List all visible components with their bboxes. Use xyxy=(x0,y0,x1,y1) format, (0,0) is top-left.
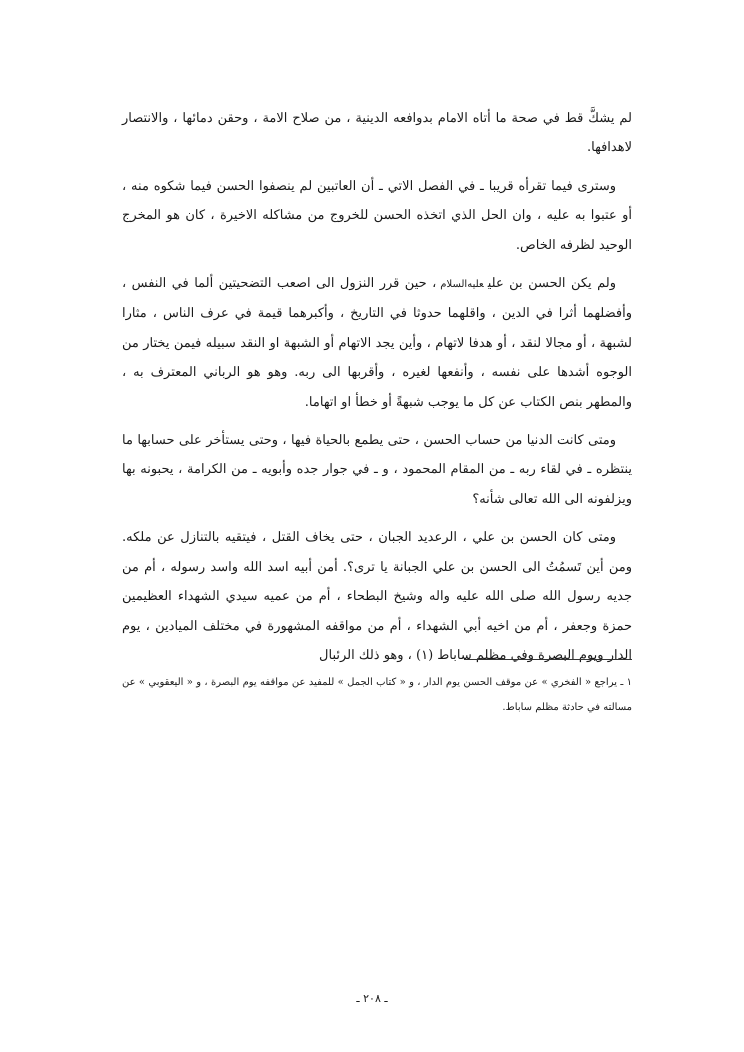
footnote-1: ١ ـ يراجع « الفخري » عن موقف الحسن يوم الدار ، و « كتاب الجمل » للمفيد عن مواقفه يوم البصرة ، و « اليعقوبي » عن مسالته في حادثة مظلم ساباط. xyxy=(122,677,632,713)
footnote-separator xyxy=(464,659,632,660)
paragraph-1: لم يشكَّ قط في صحة ما أتاه الامام بدوافعه الدينية ، من صلاح الامة ، وحقن دمائها ، والانتصار لاهدافها. xyxy=(122,111,632,156)
paragraph-3-rest: ، حين قرر النزول الى اصعب التضحيتين ألما في النفس ، وأفضلهما أثرا في الدين ، واقلهما حدوثا في التاريخ ، وأكبرهما قيمة في عرف الناس ، مثارا لشبهة ، أو مجالا لنقد ، أو هدفا لاتهام ، وأين يجد الاتهام أو الشبهة او النقد سبيله فيمن يختار من الوجوه أشدها على نفسه ، وأنفعها لغيره ، وأقربها الى ربه. وهو هو الرباني المعترف به ، والمطهر بنص الكتاب عن كل ما يوجب شبهةً أو خطأ او اتهاما. xyxy=(122,276,632,410)
paragraph-3 xyxy=(122,269,632,417)
footnotes xyxy=(122,670,632,720)
honorific-glyph: عليه‌السلام xyxy=(440,279,484,291)
paragraph-3-start: ولم يكن الحسن بن علي xyxy=(487,276,616,292)
main-text xyxy=(122,104,632,679)
paragraph-4: ومتى كانت الدنيا من حساب الحسن ، حتى يطمع بالحياة فيها ، وحتى يستأخر على حسابها ما ينتظره ـ في لقاء ربه ـ من المقام المحمود ، و ـ في جوار جده وأبويه ـ من الكرامة ، يحبونه بها ويزلفونه الى الله تعالى شأنه؟ xyxy=(122,433,632,507)
paragraph-5: ومتى كان الحسن بن علي ، الرعديد الجبان ، حتى يخاف القتل ، فيتقيه بالتنازل عن ملكه. ومن أين تَسمُتُ الى الحسن بن علي الجبانة يا ترى؟. أمن أبيه اسد الله واسد رسوله ، أم من جديه رسول الله صلى الله عليه واله وشيخ البطحاء ، أم من عميه سيدي الشهداء العظيمين حمزة وجعفر ، أم من اخيه أبي الشهداء ، أم من مواقفه المشهورة في مختلف الميادين ، يوم الدار ويوم البصرة وفي مظلم ساباط (١) ، وهو ذلك الرئبال xyxy=(122,530,632,663)
page-number: ـ ٢٠٨ ـ xyxy=(356,992,388,1005)
paragraph-2: وسترى فيما تقرأه قريبا ـ في الفصل الاتي ـ أن العاتبين لم ينصفوا الحسن فيما شكوه منه ، أو عتبوا به عليه ، وان الحل الذي اتخذه الحسن للخروج من مشاكله الاخيرة ، كان هو المخرج الوحيد لظرفه الخاص. xyxy=(122,178,632,253)
